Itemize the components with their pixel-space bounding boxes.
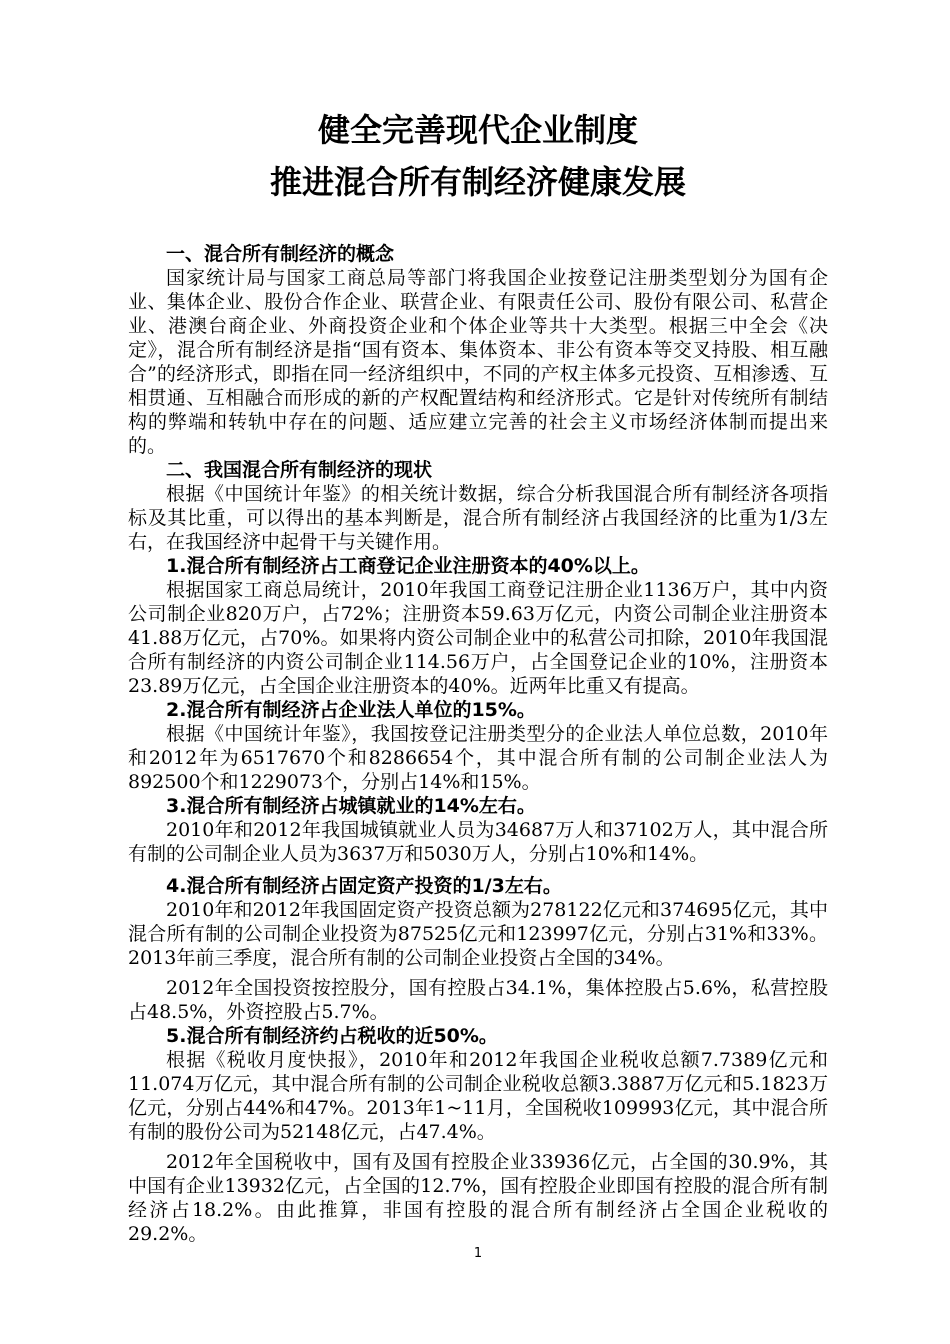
subsection-heading: 1.混合所有制经济占工商登记企业注册资本的40%以上。 (166, 555, 650, 577)
paragraph: 根据《中国统计年鉴》的相关统计数据，综合分析我国混合所有制经济各项指标及其比重，可以得出的基本判断是，混合所有制经济占我国经济的比重为1/3左右，在我国经济中起骨干与关键作用。 (128, 483, 828, 553)
subsection-heading: 5.混合所有制经济约占税收的近50%。 (166, 1025, 498, 1047)
paragraph: 国家统计局与国家工商总局等部门将我国企业按登记注册类型划分为国有企业、集体企业、股份合作企业、联营企业、有限责任公司、股份有限公司、私营企业、港澳台商企业、外商投资企业和个体企业等共十大类型。根据三中全会《决定》，混合所有制经济是指“国有资本、集体资本、非公有资本等交叉持股、相互融合”的经济形式，即指在同一经济组织中，不同的产权主体多元投资、互相渗透、互相贯通、互相融合而形成的新的产权配置结构和经济形式。它是针对传统所有制结构的弊端和转轨中存在的问题、适应建立完善的社会主义市场经济体制而提出来的。 (128, 267, 828, 457)
paragraph: 根据《中国统计年鉴》，我国按登记注册类型分的企业法人单位总数，2010年和2012年为6517670个和8286654个，其中混合所有制的公司制企业法人为892500个和1229073个，分别占14%和15%。 (128, 723, 828, 793)
document-body (128, 242, 828, 1246)
paragraph: 根据《税收月度快报》，2010年和2012年我国企业税收总额7.7389亿元和11.074万亿元，其中混合所有制的公司制企业税收总额3.3887万亿元和5.1823万亿元，分别占44%和47%。2013年1~11月，全国税收109993亿元，其中混合所有制的股份公司为52148亿元，占47.4%。 (128, 1049, 828, 1143)
paragraph: 2012年全国投资按控股分，国有控股占34.1%，集体控股占5.6%，私营控股占48.5%，外资控股占5.7%。 (128, 977, 828, 1023)
paragraph: 2012年全国税收中，国有及国有控股企业33936亿元，占全国的30.9%，其中国有企业13932亿元，占全国的12.7%，国有控股企业即国有控股的混合所有制经济占18.2%。由此推算，非国有控股的混合所有制经济占全国企业税收的29.2%。 (128, 1151, 828, 1245)
paragraph: 2010年和2012年我国固定资产投资总额为278122亿元和374695亿元，其中混合所有制的公司制企业投资为87525亿元和123997亿元，分别占31%和33%。2013年前三季度，混合所有制的公司制企业投资占全国的34%。 (128, 899, 828, 969)
paragraph: 根据国家工商总局统计，2010年我国工商登记注册企业1136万户，其中内资公司制企业820万户，占72%；注册资本59.63万亿元，内资公司制企业注册资本41.88万亿元，占70%。如果将内资公司制企业中的私营公司扣除，2010年我国混合所有制经济的内资公司制企业114.56万户，占全国登记企业的10%，注册资本23.89万亿元，占全国企业注册资本的40%。近两年比重又有提高。 (128, 579, 828, 697)
document-title-line-1: 健全完善现代企业制度 (317, 111, 638, 149)
document-page (128, 0, 828, 1344)
document-title-line-2: 推进混合所有制经济健康发展 (269, 163, 686, 201)
subsection-heading: 4.混合所有制经济占固定资产投资的1/3左右。 (166, 875, 562, 897)
section-heading: 一、混合所有制经济的概念 (166, 243, 395, 265)
page-number: 1 (473, 1246, 483, 1261)
section-heading: 二、我国混合所有制经济的现状 (166, 459, 433, 481)
subsection-heading: 2.混合所有制经济占企业法人单位的15%。 (166, 699, 536, 721)
subsection-heading: 3.混合所有制经济占城镇就业的14%左右。 (166, 795, 536, 817)
paragraph: 2010年和2012年我国城镇就业人员为34687万人和37102万人，其中混合所有制的公司制企业人员为3637万和5030万人，分别占10%和14%。 (128, 819, 828, 865)
